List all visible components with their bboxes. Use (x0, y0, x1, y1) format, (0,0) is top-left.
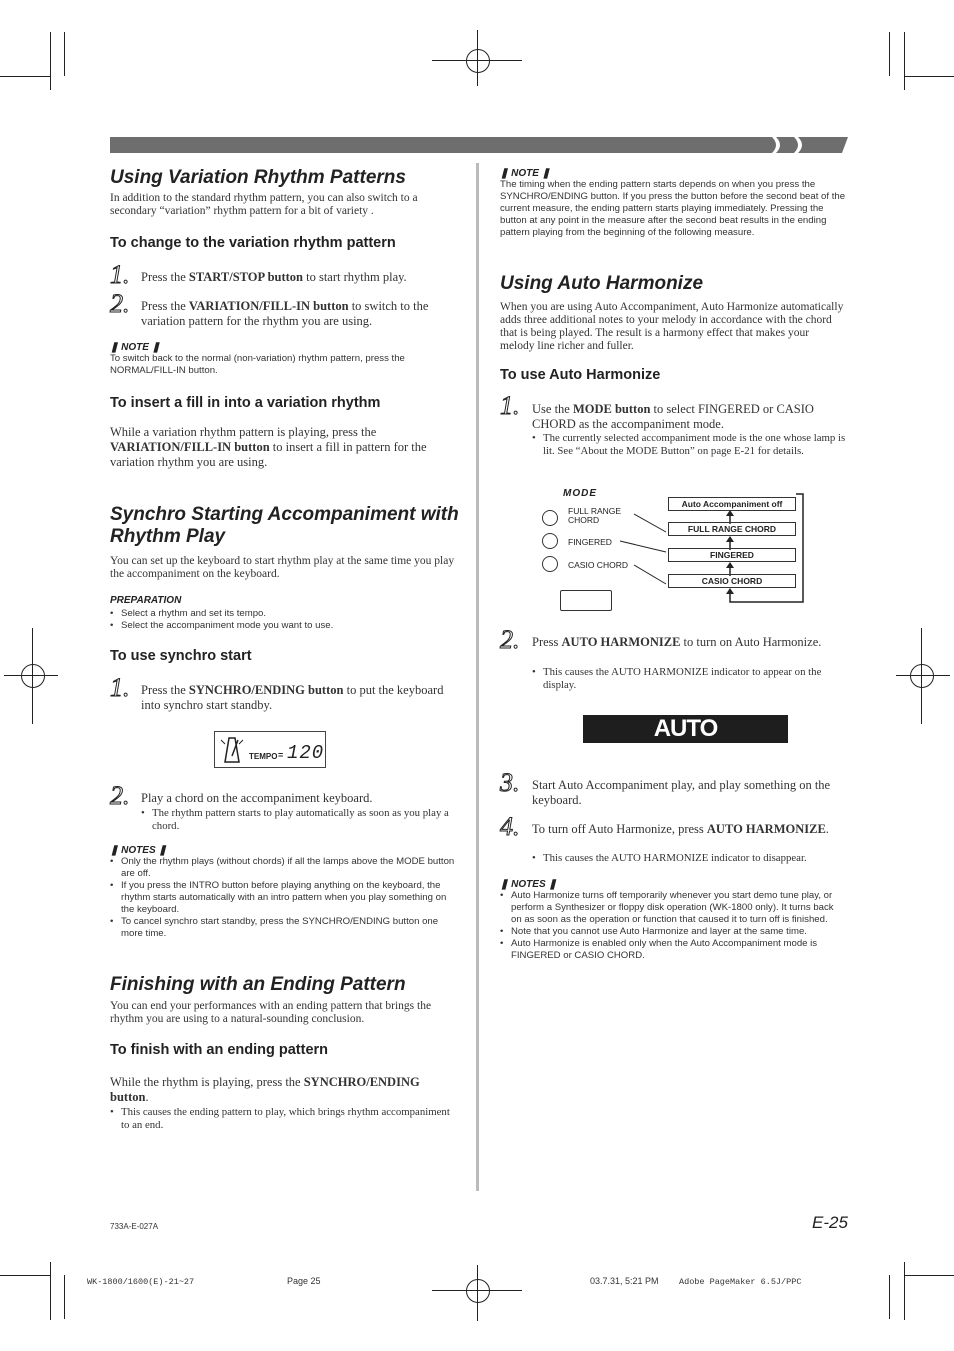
lamp-label: FINGERED (568, 537, 612, 547)
step-number: 2. (500, 625, 520, 654)
step-number: 1. (500, 391, 520, 420)
preparation-block: PREPARATION • Select a rhythm and set its tempo. • Select the accompaniment mode you want to use. (110, 595, 456, 632)
slug-file: WK-1800/1600(E)-21~27 (87, 1277, 195, 1287)
mode-box: Auto Accompaniment off (668, 497, 796, 511)
list-item: • This causes the AUTO HARMONIZE indicator to appear on the display. (532, 666, 846, 692)
header-bar (110, 137, 848, 153)
subheading: To change to the variation rhythm pattern (110, 235, 396, 251)
doc-code: 733A-E-027A (110, 1222, 159, 1231)
lamp-label: CASIO CHORD (568, 560, 628, 570)
mode-box: CASIO CHORD (668, 574, 796, 588)
step-number: 4. (500, 812, 520, 841)
lamp-label: FULL RANGE CHORD (568, 506, 622, 525)
body-text: While the rhythm is playing, press the SYNCHRO/ENDING button. (110, 1075, 420, 1104)
tempo-value: 120 (287, 742, 325, 764)
step-text: Play a chord on the accompaniment keyboard. (141, 791, 373, 805)
mode-box: FINGERED (668, 548, 796, 562)
list-item: • Select the accompaniment mode you want to use. (110, 620, 456, 632)
harmonize-section (500, 273, 846, 353)
subheading: To use Auto Harmonize (500, 367, 661, 383)
list-item: • This causes the ending pattern to play, which brings rhythm accompaniment to an end. (110, 1106, 456, 1132)
list-item: • Note that you cannot use Auto Harmonize and layer at the same time. (500, 926, 846, 938)
list-item: • Auto Harmonize is enabled only when the Auto Accompaniment mode is FINGERED or CASIO CHORD. (500, 938, 846, 962)
mode-label: MODE (563, 488, 597, 499)
notes-block: ❚ NOTES ❚ • Only the rhythm plays (without chords) if all the lamps above the MODE button are off. • If you press the INTRO button before playing anything on the keyboard, the rhythm starts automatically with an intro pattern when you play something on the keyboard. • To cancel synchro start standby, press the SYNCHRO/ENDING button one more time. (110, 845, 456, 940)
synchro-section (110, 504, 466, 581)
list-item: • Auto Harmonize turns off temporarily whenever you start demo tune play, or perform a Synthesizer or floppy disk operation (WK-1800 only). It turns back on as soon as the operation or function that caused it to turn off is finished. (500, 890, 846, 926)
list-item: • Only the rhythm plays (without chords) if all the lamps above the MODE button are off. (110, 856, 456, 880)
mode-diagram (538, 486, 808, 612)
step-text: Press the VARIATION/FILL-IN button to switch to the variation pattern for the rhythm you are using. (141, 299, 429, 328)
ending-section (110, 974, 456, 1026)
auto-harmonize-indicator: AUTO HARMONIZE (583, 715, 788, 743)
intro-text: You can end your performances with an ending pattern that brings the rhythm you are using to a natural-sounding conclusion. (110, 1000, 432, 1025)
variation-section (110, 167, 456, 218)
body-text: While a variation rhythm pattern is playing, press the VARIATION/FILL-IN button to insert a fill in pattern for the variation rhythm you are using. (110, 425, 427, 469)
step-number: 1. (110, 673, 130, 702)
step-text: Press AUTO HARMONIZE to turn on Auto Harmonize. (532, 635, 822, 649)
subheading: To use synchro start (110, 648, 252, 664)
step-text: Press the START/STOP button to start rhythm play. (141, 270, 407, 284)
section-title: Using Variation Rhythm Patterns (110, 167, 406, 188)
slug-page: Page 25 (287, 1276, 321, 1286)
step-number: 2. (110, 289, 130, 318)
section-title: Synchro Starting Accompaniment with Rhythm Play (110, 504, 459, 547)
note-block: ❚ NOTE ❚ The timing when the ending pattern starts depends on when you press the SYNCHRO/ENDING button. If you press the button before the second beat of the current measure, the ending pattern starts playing immediately. Pressing the button at any point in the measure after the second beat results in the ending pattern playing from the beginning of the following measure. (500, 168, 846, 238)
list-item: • This causes the AUTO HARMONIZE indicator to disappear. (532, 852, 846, 865)
column-divider (476, 163, 479, 1191)
slug-date: 03.7.31, 5:21 PM (590, 1276, 659, 1286)
mode-box: FULL RANGE CHORD (668, 522, 796, 536)
intro-text: In addition to the standard rhythm pattern, you can also switch to a secondary “variation” rhythm pattern for a bit of variety . (110, 192, 418, 217)
step-number: 1. (110, 260, 130, 289)
metronome-icon (219, 734, 245, 764)
tempo-label: TEMPO (249, 752, 278, 761)
section-title: Using Auto Harmonize (500, 273, 704, 294)
slug-app: Adobe PageMaker 6.5J/PPC (679, 1277, 802, 1287)
section-title: Finishing with an Ending Pattern (110, 974, 406, 995)
list-item: • The currently selected accompaniment mode is the one whose lamp is lit. See “About the MODE Button” on page E-21 for details. (532, 432, 846, 458)
subheading: To insert a fill in into a variation rhythm (110, 395, 381, 411)
list-item: • If you press the INTRO button before playing anything on the keyboard, the rhythm starts automatically with an intro pattern when you play something on the keyboard. (110, 880, 456, 916)
step-number: 2. (110, 781, 130, 810)
list-item: • The rhythm pattern starts to play automatically as soon as you play a chord. (141, 807, 456, 833)
intro-text: When you are using Auto Accompaniment, Auto Harmonize automatically adds three additional notes to your melody in accordance with the chord that is being played. The result is a harmony effect that makes your melody line richer and fuller. (500, 301, 844, 352)
subheading: To finish with an ending pattern (110, 1042, 329, 1058)
lcd-display: TEMPO = 120 (214, 731, 326, 768)
step-text: To turn off Auto Harmonize, press AUTO HARMONIZE. (532, 822, 829, 836)
intro-text: You can set up the keyboard to start rhythm play at the same time you play the accompaniment on the keyboard. (110, 555, 455, 580)
page-number: E-25 (812, 1213, 848, 1232)
step-text: Use the MODE button to select FINGERED or CASIO CHORD as the accompaniment mode. (532, 402, 814, 431)
list-item: • Select a rhythm and set its tempo. (110, 608, 456, 620)
step-number: 3. (500, 768, 520, 797)
notes-block: ❚ NOTES ❚ • Auto Harmonize turns off temporarily whenever you start demo tune play, or perform a Synthesizer or floppy disk operation (WK-1800 only). It turns back on as soon as the operation or function that caused it to turn off is finished. • Note that you cannot use Auto Harmonize and layer at the same time. • Auto Harmonize is enabled only when the Auto Accompaniment mode is FINGERED or CASIO CHORD. (500, 879, 846, 962)
list-item: • To cancel synchro start standby, press the SYNCHRO/ENDING button one more time. (110, 916, 456, 940)
step-text: Start Auto Accompaniment play, and play something on the keyboard. (532, 778, 831, 807)
note-block: ❚ NOTE ❚ To switch back to the normal (non-variation) rhythm pattern, press the NORMAL/FILL-IN button. (110, 342, 405, 376)
step-text: Press the SYNCHRO/ENDING button to put the keyboard into synchro start standby. (141, 683, 444, 712)
